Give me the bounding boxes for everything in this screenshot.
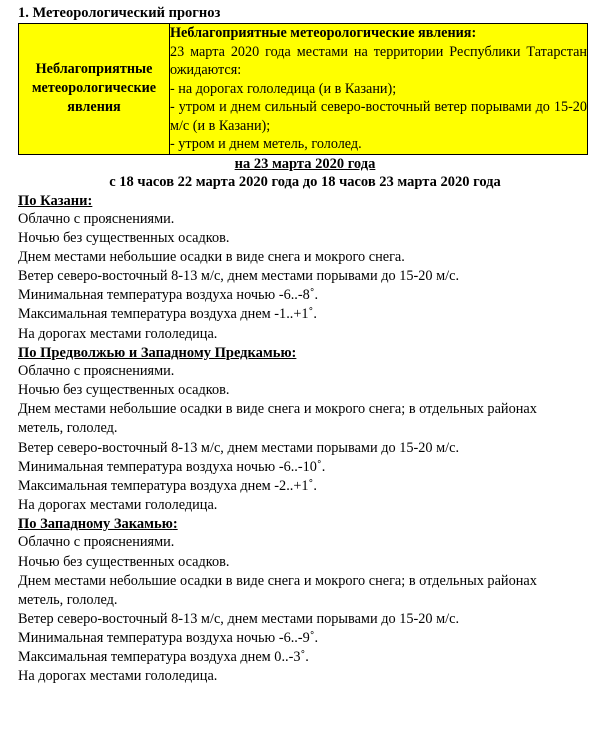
region-zakamye [18, 515, 592, 686]
forecast-line: Ночью без существенных осадков. [18, 382, 230, 399]
document [18, 4, 592, 686]
forecast-line: Облачно с прояснениями. [18, 211, 175, 227]
forecast-line: Ветер северо-восточный 8-13 м/с, днем местами порывами до 15-20 м/с. [18, 610, 460, 627]
forecast-line: Максимальная температура воздуха днем -1..+1˚. [18, 306, 317, 323]
warning-label: Неблагоприятные метеорологические явления [31, 61, 157, 116]
region-kazan [18, 192, 592, 344]
forecast-line: Ветер северо-восточный 8-13 м/с, днем местами порывами до 15-20 м/с. [18, 268, 460, 285]
warning-line: - на дорогах гололедица (и в Казани); [170, 80, 397, 97]
region-predvolzhye [18, 344, 592, 515]
forecast-line: Облачно с прояснениями. [18, 534, 175, 551]
forecast-line: Облачно с прояснениями. [18, 363, 175, 380]
forecast-line: Максимальная температура воздуха днем 0..-3˚. [18, 648, 309, 665]
warning-line: 23 марта 2020 года местами на территории Республики Татарстан ожидаются: [170, 43, 587, 78]
forecast-line: Минимальная температура воздуха ночью -6..-8˚. [18, 287, 319, 304]
warning-table [18, 23, 588, 155]
forecast-line: На дорогах местами гололедица. [18, 496, 218, 513]
forecast-line: На дорогах местами гололедица. [18, 668, 218, 685]
forecast-date: на 23 марта 2020 года [234, 155, 376, 172]
forecast-line: На дорогах местами гололедица. [18, 325, 218, 342]
warning-line: - утром и днем метель, гололед. [170, 136, 362, 152]
warning-label-cell [19, 24, 170, 155]
forecast-line: Ночью без существенных осадков. [18, 553, 230, 570]
region-title: По Западному Закамью [18, 515, 173, 532]
forecast-line: Днем местами небольшие осадки в виде снега и мокрого снега; в отдельных районах метель, гололед. [18, 572, 537, 608]
forecast-line: Днем местами небольшие осадки в виде снега и мокрого снега. [18, 249, 405, 266]
forecast-line: Ветер северо-восточный 8-13 м/с, днем местами порывами до 15-20 м/с. [18, 439, 460, 456]
forecast-line: Днем местами небольшие осадки в виде снега и мокрого снега; в отдельных районах метель, гололед. [18, 401, 537, 437]
region-title-colon: : [87, 192, 93, 209]
forecast-line: Минимальная температура воздуха ночью -6..-10˚. [18, 458, 326, 475]
forecast-line: Ночью без существенных осадков. [18, 230, 230, 247]
warning-details-cell [170, 24, 588, 155]
warning-line: - утром и днем сильный северо-восточный ветер порывами до 15-20 м/с (и в Казани); [170, 99, 587, 134]
forecast-line: Максимальная температура воздуха днем -2..+1˚. [18, 477, 317, 494]
warning-details-title: Неблагоприятные метеорологические явления: [170, 25, 477, 41]
region-title-colon: : [291, 344, 297, 361]
region-title: По Предволжью и Западному Предкамью [18, 344, 292, 361]
forecast-line: Минимальная температура воздуха ночью -6..-9˚. [18, 629, 319, 646]
region-title-colon: : [172, 515, 178, 532]
region-title: По Казани [18, 192, 88, 209]
forecast-period: с 18 часов 22 марта 2020 года до 18 часов 23 марта 2020 года [109, 174, 501, 190]
section-title: 1. Метеорологический прогноз [18, 5, 221, 21]
